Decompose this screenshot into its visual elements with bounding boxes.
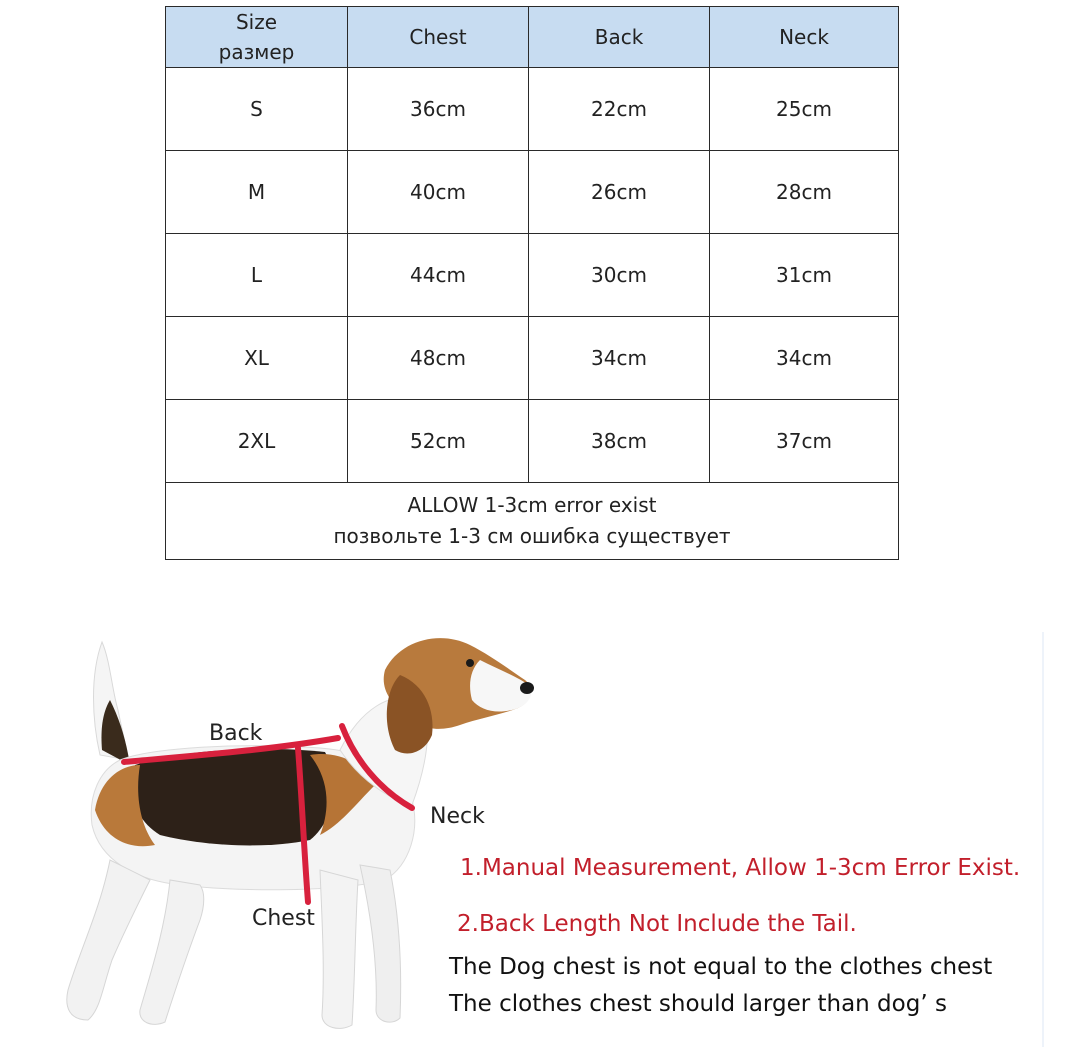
cell-back: 34cm	[529, 317, 710, 400]
cell-size: 2XL	[166, 400, 348, 483]
cell-chest: 44cm	[348, 234, 529, 317]
cell-neck: 37cm	[710, 400, 899, 483]
tolerance-note	[166, 483, 899, 560]
header-neck: Neck	[710, 7, 899, 68]
cell-neck: 25cm	[710, 68, 899, 151]
size-chart-table	[165, 6, 899, 560]
cell-back: 26cm	[529, 151, 710, 234]
tolerance-note-ru: позвольте 1-3 см ошибка существует	[333, 524, 731, 548]
table-row	[166, 68, 899, 151]
label-back: Back	[209, 721, 263, 746]
cell-neck: 28cm	[710, 151, 899, 234]
cell-chest: 40cm	[348, 151, 529, 234]
cell-neck: 34cm	[710, 317, 899, 400]
cell-chest: 48cm	[348, 317, 529, 400]
cell-neck: 31cm	[710, 234, 899, 317]
header-back: Back	[529, 7, 710, 68]
table-row	[166, 400, 899, 483]
dog-measurement-illustration	[40, 630, 560, 1050]
divider	[1042, 632, 1044, 1047]
table-header-row	[166, 7, 899, 68]
table-row	[166, 151, 899, 234]
cell-size: S	[166, 68, 348, 151]
cell-back: 38cm	[529, 400, 710, 483]
note-manual-measurement: 1.Manual Measurement, Allow 1-3cm Error Exist.	[460, 855, 1021, 881]
header-chest: Chest	[348, 7, 529, 68]
cell-size: M	[166, 151, 348, 234]
cell-size: L	[166, 234, 348, 317]
label-chest: Chest	[252, 906, 315, 931]
label-neck: Neck	[430, 804, 485, 829]
header-size-ru: размер	[218, 40, 295, 64]
cell-chest: 36cm	[348, 68, 529, 151]
table-row	[166, 317, 899, 400]
cell-size: XL	[166, 317, 348, 400]
tolerance-note-en: ALLOW 1-3cm error exist	[407, 493, 657, 517]
table-row	[166, 234, 899, 317]
cell-back: 22cm	[529, 68, 710, 151]
note-chest-larger: The clothes chest should larger than dog’ s	[449, 991, 947, 1017]
cell-chest: 52cm	[348, 400, 529, 483]
header-size	[166, 7, 348, 68]
cell-back: 30cm	[529, 234, 710, 317]
header-size-en: Size	[235, 10, 278, 34]
note-back-length: 2.Back Length Not Include the Tail.	[457, 911, 857, 937]
table-note-row	[166, 483, 899, 560]
note-chest-not-equal: The Dog chest is not equal to the clothes chest	[449, 954, 993, 980]
